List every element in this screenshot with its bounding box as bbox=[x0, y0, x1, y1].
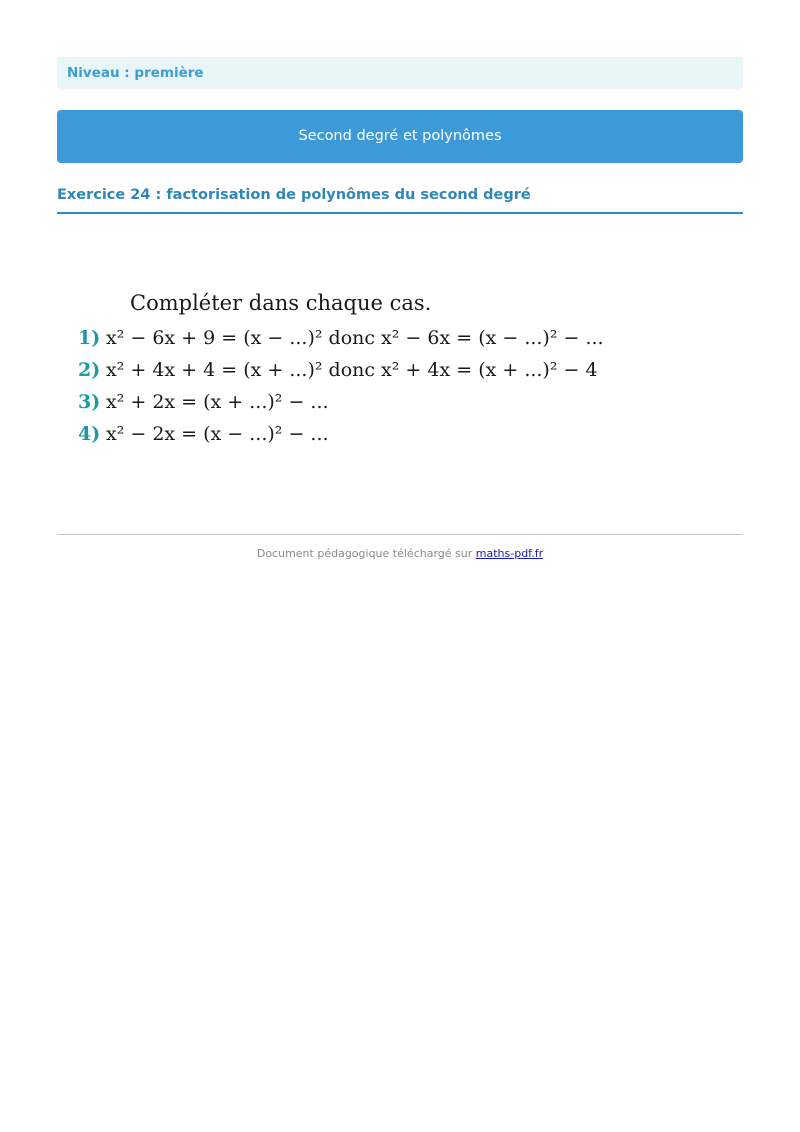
item-number: 3) bbox=[78, 391, 101, 413]
footer-text: Document pédagogique téléchargé sur bbox=[256, 547, 473, 560]
item-number: 4) bbox=[78, 423, 101, 445]
footer-divider bbox=[57, 534, 743, 535]
item-expression: x² + 4x + 4 = (x + ...)² donc x² + 4x = (x + ...)² − 4 bbox=[106, 359, 598, 381]
item-number: 2) bbox=[78, 359, 101, 381]
item-expression: x² − 6x + 9 = (x − ...)² donc x² − 6x = (x − ...)² − ... bbox=[106, 327, 604, 349]
footer bbox=[57, 547, 743, 560]
level-label: Niveau : première bbox=[57, 57, 743, 89]
item-number: 1) bbox=[78, 327, 101, 349]
chapter-banner: Second degré et polynômes bbox=[57, 110, 743, 163]
item-expression: x² − 2x = (x − ...)² − ... bbox=[106, 423, 329, 445]
exercise-instruction: Compléter dans chaque cas. bbox=[130, 291, 432, 315]
footer-link[interactable]: maths-pdf.fr bbox=[475, 547, 544, 560]
exercise-item-3 bbox=[78, 386, 678, 418]
exercise-item-1 bbox=[78, 322, 678, 354]
exercise-item-2 bbox=[78, 354, 678, 386]
exercise-title: Exercice 24 : factorisation de polynômes du second degré bbox=[57, 184, 743, 214]
exercise-content bbox=[78, 286, 678, 456]
item-expression: x² + 2x = (x + ...)² − ... bbox=[106, 391, 329, 413]
exercise-item-4 bbox=[78, 418, 678, 450]
